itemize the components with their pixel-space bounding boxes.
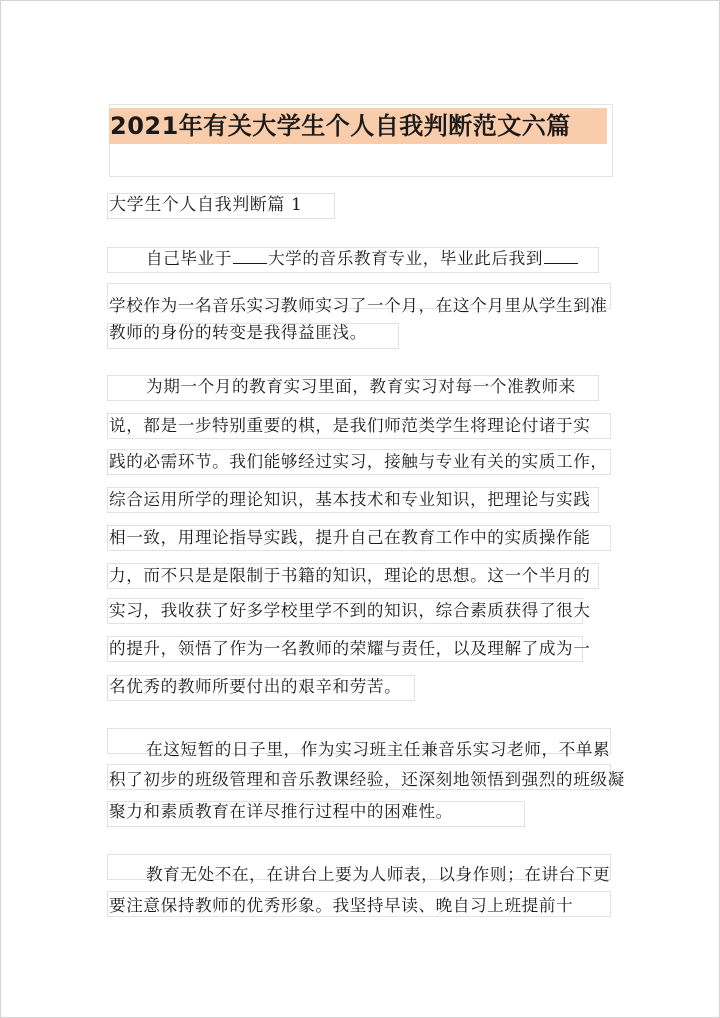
paragraph-1-line-2: 学校作为一名音乐实习教师实习了一个月，在这个月里从学生到准 — [109, 296, 608, 315]
paragraph-3-line: 积了初步的班级管理和音乐教课经验，还深刻地领悟到强烈的班级凝 — [109, 770, 625, 789]
text-fragment: 自己毕业于 — [146, 249, 232, 268]
paragraph-4-line: 要注意保持教师的优秀形象。我坚持早读、晚自习上班提前十 — [109, 896, 574, 915]
fill-in-blank — [233, 249, 267, 264]
paragraph-2-line: 践的必需环节。我们能够经过实习，接触与专业有关的实质工作， — [109, 452, 608, 471]
paragraph-4-line: 教育无处不在，在讲台上要为人师表，以身作则；在讲台下更 — [146, 865, 611, 884]
paragraph-3-line: 聚力和素质教育在详尽推行过程中的困难性。 — [109, 802, 453, 821]
paragraph-3-line: 在这短暂的日子里，作为实习班主任兼音乐实习老师，不单累 — [146, 740, 611, 759]
paragraph-2-line: 力，而不只是是限制于书籍的知识，理论的思想。这一个半月的 — [109, 566, 591, 585]
paragraph-1-line-1 — [146, 246, 579, 272]
paragraph-2-line: 的提升，领悟了作为一名教师的荣耀与责任，以及理解了成为一 — [109, 639, 591, 658]
fill-in-blank — [544, 249, 578, 264]
document-title: 2021年有关大学生个人自我判断范文六篇 — [110, 112, 571, 140]
paragraph-2-line: 相一致，用理论指导实践，提升自己在教育工作中的实质操作能 — [109, 528, 591, 547]
text-fragment: 大学的音乐教育专业，毕业此后我到 — [267, 249, 544, 268]
paragraph-1-line-3: 教师的身份的转变是我得益匪浅。 — [109, 323, 367, 342]
paragraph-2-line: 名优秀的教师所要付出的艰辛和劳苦。 — [109, 677, 402, 696]
section-heading: 大学生个人自我判断篇 1 — [109, 195, 303, 215]
paragraph-2-line: 说，都是一步特别重要的棋，是我们师范类学生将理论付诸于实 — [109, 416, 591, 435]
paragraph-2-line: 实习，我收获了好多学校里学不到的知识，综合素质获得了很大 — [109, 601, 591, 620]
paragraph-2-line: 综合运用所学的理论知识，基本技术和专业知识，把理论与实践 — [109, 490, 591, 509]
paragraph-2-line: 为期一个月的教育实习里面，教育实习对每一个准教师来 — [146, 377, 576, 396]
